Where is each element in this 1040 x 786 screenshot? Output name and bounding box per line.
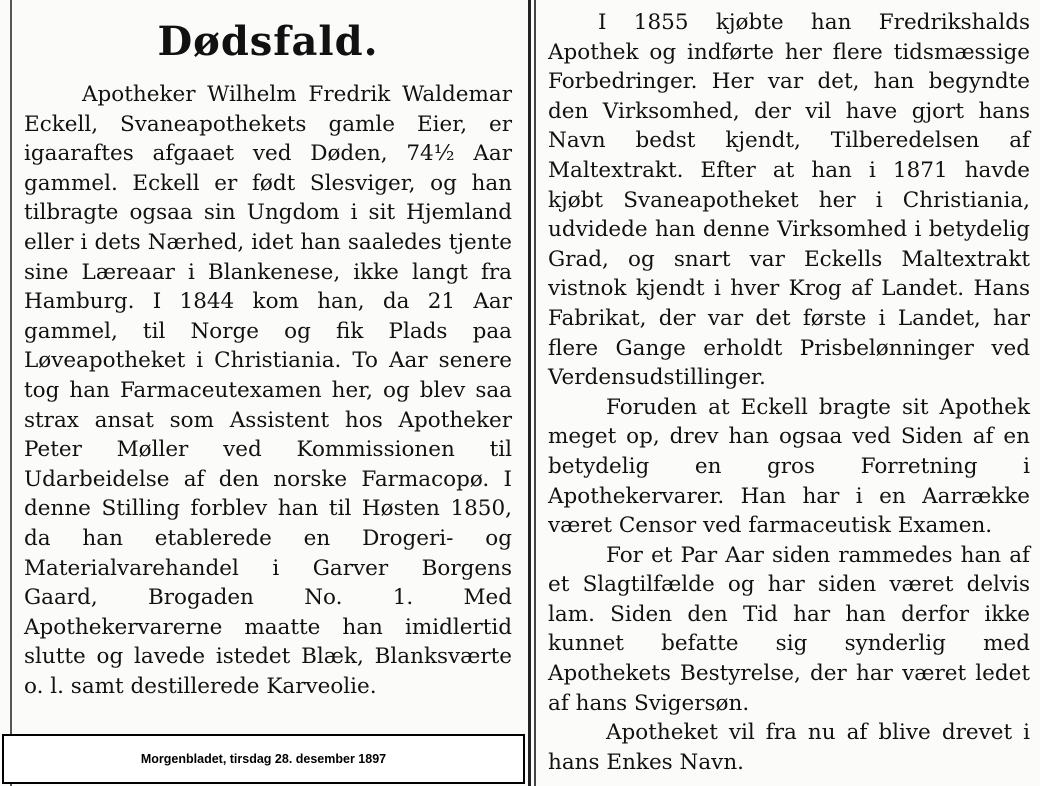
article-heading: Dødsfald. bbox=[157, 18, 379, 65]
article-paragraph: Foruden at Eckell bragte sit Apothek meget op, drev han ogsaa ved Siden af en betydelig en gros Forretning i Apothekervarer. Han har i en Aarrække været Censor ved farmaceutisk Examen. bbox=[548, 394, 1030, 539]
column-divider-rule bbox=[528, 0, 531, 786]
right-column bbox=[540, 0, 1040, 786]
cut-off-line bbox=[554, 0, 1030, 8]
source-caption: Morgenbladet, tirsdag 28. desember 1897 bbox=[140, 752, 387, 766]
article-paragraph: Apotheker Wilhelm Fredrik Waldemar Eckell, Svaneapothekets gamle Eier, er igaaraftes afgaaet ved Døden, 74½ Aar gammel. Eckell er født Slesviger, og han tilbragte ogsaa sin Ungdom i sit Hjemland eller i dets Nærhed, idet han saaledes tjente sine Læreaar i Blankenese, ikke langt fra Hamburg. I 1844 kom han, da 21 Aar gammel, til Norge og fik Plads paa Løveapotheket i Christiania. To Aar senere tog han Farmaceutexamen her, og blev saa strax ansat som Assistent hos Apotheker Peter Møller ved Kommissionen til Udarbeidelse af den norske Farmacopø. I denne Stilling forblev han til Høsten 1850, da han etablerede en Drogeri- og Materialvarehandel i Garver Borgens Gaard, Brogaden No. 1. Med Apothekervarerne maatte han imidlertid slutte og lavede istedet Blæk, Blanksværte o. l. samt destillerede Karveolie. bbox=[24, 82, 512, 699]
column-divider-rule-inner bbox=[534, 0, 536, 786]
article-paragraph: I 1855 kjøbte han Fredrikshalds Apothek og indførte her flere tidsmæssige Forbedringer. Her var det, han begyndte den Virksomhed, der vil have gjort hans Navn bedst kjendt, Tilberedelsen af Maltextrakt. Efter at han i 1871 havde kjøbt Svaneapotheket her i Christiania, udvidede han denne Virksomhed i betydelig Grad, og snart var Eckells Maltextrakt vistnok kjendt i hver Krog af Landet. Hans Fabrikat, der var det første i Landet, har flere Gange erholdt Prisbelønninger ved Verdensudstillinger. bbox=[548, 10, 1030, 391]
article-paragraph: Apotheket vil fra nu af blive drevet i hans Enkes Navn. bbox=[548, 720, 1030, 775]
source-caption-box bbox=[2, 734, 525, 784]
article-paragraph: For et Par Aar siden rammedes han af et Slagtilfælde og har siden været delvis lam. Siden den Tid har han derfor ikke kunnet befatte sig synderlig med Apothekets Bestyrelse, der har været ledet af hans Svigersøn. bbox=[548, 542, 1030, 716]
